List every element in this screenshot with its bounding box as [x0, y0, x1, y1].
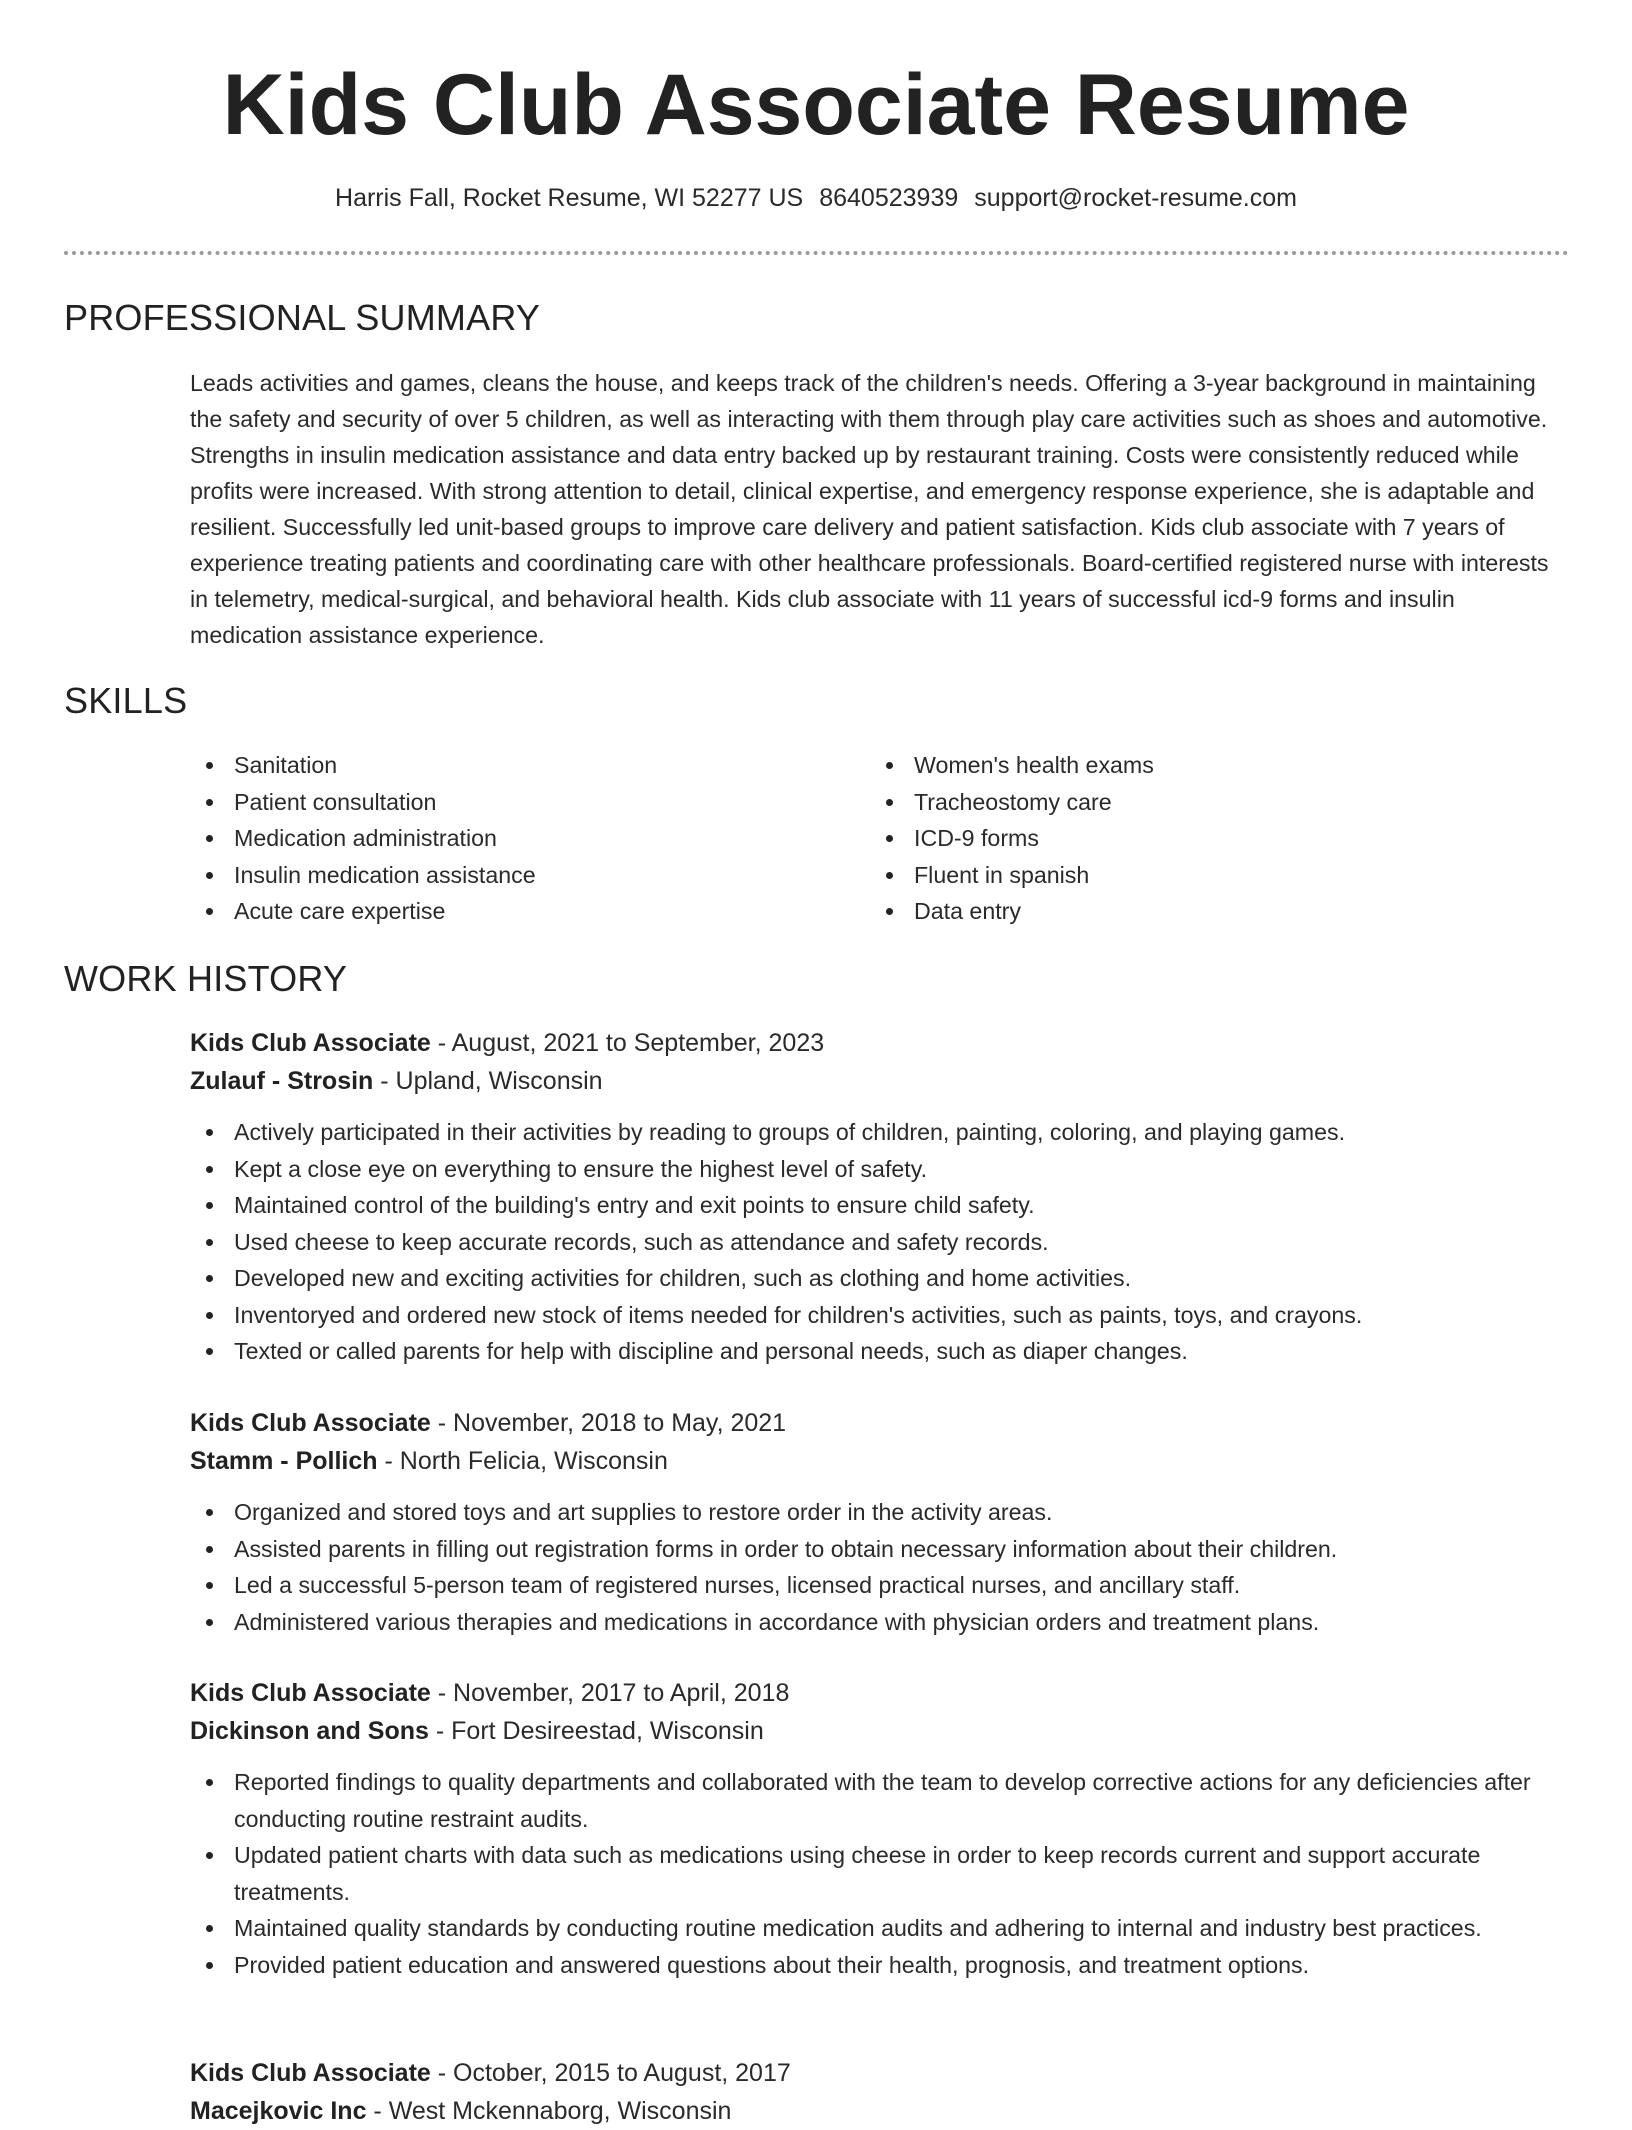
job-company-line — [190, 1712, 1560, 1750]
job-dates: - August, 2021 to September, 2023 — [430, 1029, 825, 1057]
job-location: - Upland, Wisconsin — [373, 1067, 603, 1095]
job-location: - North Felicia, Wisconsin — [377, 1447, 668, 1475]
job-company: Stamm - Pollich — [190, 1447, 378, 1475]
job-title-line — [190, 1404, 1560, 1442]
contact-address: Harris Fall, Rocket Resume, WI 52277 US — [335, 184, 804, 212]
job-entry — [190, 1024, 1560, 1370]
job-duty: Maintained quality standards by conducting routine medication audits and adhering to internal and industry best practices. — [190, 1910, 1560, 1947]
skill-item: Acute care expertise — [190, 893, 870, 930]
job-duties-list — [190, 1764, 1560, 1983]
job-company: Zulauf - Strosin — [190, 1067, 374, 1095]
page-title: Kids Club Associate Resume — [222, 57, 1410, 153]
skill-item: Sanitation — [190, 747, 870, 784]
skill-item: Data entry — [870, 893, 1550, 930]
job-duty: Inventoryed and ordered new stock of items needed for children's activities, such as paints, toys, and crayons. — [190, 1297, 1560, 1334]
job-duties-list — [190, 1494, 1560, 1640]
job-company: Dickinson and Sons — [190, 1717, 429, 1745]
contact-email: support@rocket-resume.com — [974, 184, 1297, 212]
job-title: Kids Club Associate — [190, 1679, 431, 1707]
job-duty: Updated patient charts with data such as medications using cheese in order to keep records current and support accurate treatments. — [190, 1837, 1560, 1910]
job-company-line — [190, 1442, 1560, 1480]
job-location: - Fort Desireestad, Wisconsin — [428, 1717, 764, 1745]
job-duty: Provided patient education and answered questions about their health, prognosis, and treatment options. — [190, 1947, 1560, 1984]
job-duty: Led a successful 5-person team of registered nurses, licensed practical nurses, and ancillary staff. — [190, 1567, 1560, 1604]
job-title-line — [190, 2054, 1560, 2092]
job-duty: Reported findings to quality departments and collaborated with the team to develop corrective actions for any deficiencies after conducting routine restraint audits. — [190, 1764, 1560, 1837]
skill-item: Insulin medication assistance — [190, 857, 870, 894]
job-duty: Used cheese to keep accurate records, such as attendance and safety records. — [190, 1224, 1560, 1261]
job-entry — [190, 2054, 1560, 2130]
skill-item: Tracheostomy care — [870, 784, 1550, 821]
job-company: Macejkovic Inc — [190, 2097, 367, 2125]
skill-item: Women's health exams — [870, 747, 1550, 784]
job-duty: Developed new and exciting activities for children, such as clothing and home activities. — [190, 1260, 1560, 1297]
job-title: Kids Club Associate — [190, 1029, 431, 1057]
job-duty: Actively participated in their activities by reading to groups of children, painting, coloring, and playing games. — [190, 1114, 1560, 1151]
job-duty: Texted or called parents for help with discipline and personal needs, such as diaper changes. — [190, 1333, 1560, 1370]
job-location: - West Mckennaborg, Wisconsin — [366, 2097, 732, 2125]
skill-item: Fluent in spanish — [870, 857, 1550, 894]
job-entry — [190, 1674, 1560, 1983]
job-company-line — [190, 1062, 1560, 1100]
job-duty: Assisted parents in filling out registration forms in order to obtain necessary information about their children. — [190, 1531, 1560, 1568]
job-title: Kids Club Associate — [190, 2059, 431, 2087]
skill-item: Medication administration — [190, 820, 870, 857]
job-title: Kids Club Associate — [190, 1409, 431, 1437]
skills-column-1 — [190, 747, 870, 930]
job-dates: - November, 2018 to May, 2021 — [430, 1409, 787, 1437]
skill-item: ICD-9 forms — [870, 820, 1550, 857]
job-duties-list — [190, 1114, 1560, 1370]
skills-heading: SKILLS — [64, 680, 188, 721]
job-entry — [190, 1404, 1560, 1640]
job-duty: Kept a close eye on everything to ensure the highest level of safety. — [190, 1151, 1560, 1188]
skill-item: Patient consultation — [190, 784, 870, 821]
job-duty: Organized and stored toys and art supplies to restore order in the activity areas. — [190, 1494, 1560, 1531]
skills-column-2 — [870, 747, 1550, 930]
job-dates: - November, 2017 to April, 2018 — [430, 1679, 790, 1707]
job-title-line — [190, 1674, 1560, 1712]
summary-heading: PROFESSIONAL SUMMARY — [64, 297, 541, 338]
contact-phone: 8640523939 — [819, 184, 959, 212]
job-company-line — [190, 2092, 1560, 2130]
header-divider — [64, 251, 1569, 255]
work-history-heading: WORK HISTORY — [64, 958, 348, 999]
job-dates: - October, 2015 to August, 2017 — [430, 2059, 791, 2087]
job-duty: Administered various therapies and medications in accordance with physician orders and treatment plans. — [190, 1604, 1560, 1641]
job-title-line — [190, 1024, 1560, 1062]
job-duty: Maintained control of the building's entry and exit points to ensure child safety. — [190, 1187, 1560, 1224]
summary-text: Leads activities and games, cleans the house, and keeps track of the children's needs. Offering a 3-year background in maintaining the safety and security of over 5 children, as well as interacting with them through play care activities such as shoes and automotive. Strengths in insulin medication assistance and data entry backed up by restaurant training. Costs were consistently reduced while profits were increased. With strong attention to detail, clinical expertise, and emergency response experience, she is adaptable and resilient. Successfully led unit-based groups to improve care delivery and patient satisfaction. Kids club associate with 7 years of experience treating patients and coordinating care with other healthcare professionals. Board-certified registered nurse with interests in telemetry, medical-surgical, and behavioral health. Kids club associate with 11 years of successful icd-9 forms and insulin medication assistance experience. — [190, 370, 1549, 648]
contact-line — [0, 180, 1632, 216]
